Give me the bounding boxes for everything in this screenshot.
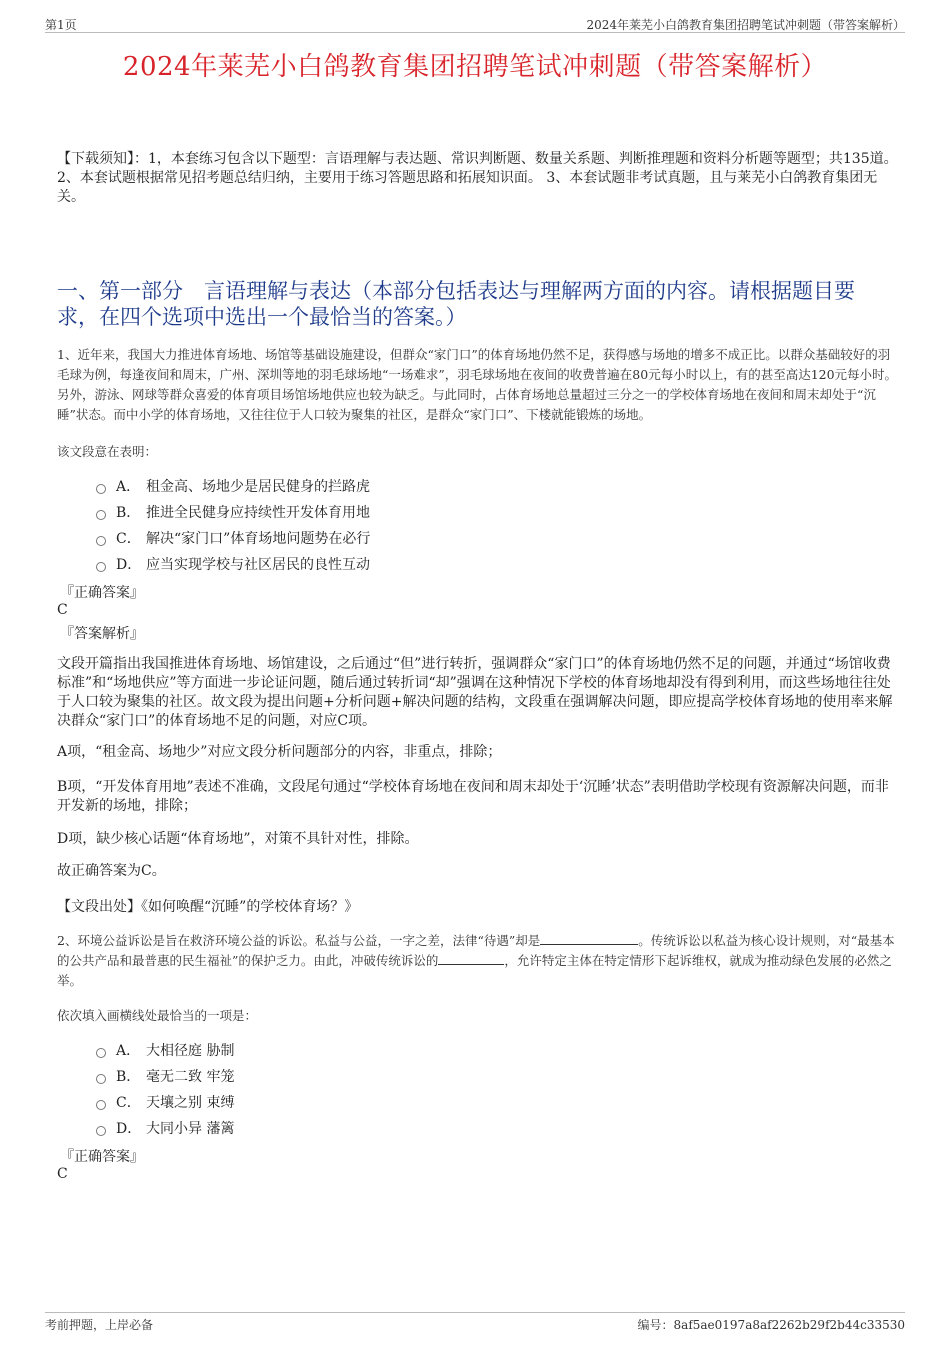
analysis-paragraph: A项，“租金高、场地少”对应文段分析问题部分的内容，非重点，排除； xyxy=(57,744,502,760)
question-2-ask: 依次填入画横线处最恰当的一项是： xyxy=(57,1008,258,1023)
question-1-options xyxy=(96,473,370,577)
page-footer xyxy=(45,1312,905,1333)
page-header xyxy=(45,14,905,33)
section-heading: 一、第一部分 言语理解与表达（本部分包括表达与理解两方面的内容。请根据题目要求，在四个选项中选出一个最恰当的答案。） xyxy=(57,279,855,329)
option-b[interactable]: B． 毫无二致 牢笼 xyxy=(96,1063,234,1089)
fill-blank xyxy=(438,954,504,965)
question-2-options xyxy=(96,1037,234,1141)
footer-slogan: 考前押题，上岸必备 xyxy=(45,1318,154,1332)
document-title: 2024年莱芜小白鸽教育集团招聘笔试冲刺题（带答案解析） xyxy=(122,52,828,82)
question-1-ask: 该文段意在表明： xyxy=(57,444,158,459)
source-citation: 【文段出处】《如何唤醒“沉睡”的学校体育场？》 xyxy=(57,899,359,915)
analysis-paragraph: D项，缺少核心话题“体育场地”，对策不具针对性，排除。 xyxy=(57,831,419,847)
download-notice: 【下载须知】：1，本套练习包含以下题型：言语理解与表达题、常识判断题、数量关系题、判断推理题和资料分析题等题型；共135道。 2、本套试题根据常见招考题总结归纳，主要用于练习答题思路和拓展知识面。 3、本套试题非考试真题，且与莱芜小白鸽教育集团无关。 xyxy=(57,151,898,205)
question-2-stem: 2、环境公益诉讼是旨在救济环境公益的诉讼。私益与公益，一字之差，法律“待遇”却是 。传统诉讼以私益为核心设计规则，对“最基本的公共产品和最普惠的民生福祉”的保护乏力。由此，冲破传统诉讼的 ，允许特定主体在特定情形下起诉维权，就成为推动绿色发展的必然之举。 xyxy=(57,933,895,988)
page-number: 第1页 xyxy=(45,18,77,32)
fill-blank xyxy=(540,934,638,945)
option-c[interactable]: C． 解决“家门口”体育场地问题势在必行 xyxy=(96,525,370,551)
radio-icon[interactable] xyxy=(96,562,106,572)
header-doc-title: 2024年莱芜小白鸽教育集团招聘笔试冲刺题（带答案解析） xyxy=(586,18,905,32)
radio-icon[interactable] xyxy=(96,536,106,546)
answer-label: 『正确答案』 xyxy=(60,585,144,601)
question-1-stem: 1、近年来，我国大力推进体育场地、场馆等基础设施建设，但群众“家门口”的体育场地仍然不足，获得感与场地的增多不成正比。以群众基础较好的羽毛球为例，每逢夜间和周末，广州、深圳等地的羽毛球场地“一场难求”，羽毛球场地在夜间的收费普遍在80元每小时以上，有的甚至高达120元每小时。另外，游泳、网球等群众喜爱的体育项目场馆场地供应也较为缺乏。与此同时，占体育场地总量超过三分之一的学校体育场地在夜间和周末却处于“沉睡”状态。而中小学的体育场地，又往往位于人口较为聚集的社区，是群众“家门口”、下楼就能锻炼的场地。 xyxy=(57,347,898,422)
option-a[interactable]: A． 大相径庭 胁制 xyxy=(96,1037,234,1063)
option-d[interactable]: D． 大同小异 藩篱 xyxy=(96,1115,234,1141)
answer-label: 『正确答案』 xyxy=(60,1149,144,1165)
radio-icon[interactable] xyxy=(96,1100,106,1110)
answer-value: C xyxy=(57,602,68,618)
option-d[interactable]: D． 应当实现学校与社区居民的良性互动 xyxy=(96,551,370,577)
radio-icon[interactable] xyxy=(96,1074,106,1084)
radio-icon[interactable] xyxy=(96,484,106,494)
footer-serial: 编号：8af5ae0197a8af2262b29f2b44c33530 xyxy=(637,1318,905,1332)
analysis-paragraph: B项，“开发体育用地”表述不准确，文段尾句通过“学校体育场地在夜间和周末却处于‘沉睡’状态”表明借助学校现有资源解决问题，而非开发新的场地，排除； xyxy=(57,779,889,814)
analysis-label: 『答案解析』 xyxy=(60,626,144,642)
radio-icon[interactable] xyxy=(96,1048,106,1058)
analysis-paragraph: 文段开篇指出我国推进体育场地、场馆建设，之后通过“但”进行转折，强调群众“家门口”的体育场地仍然不足的问题，并通过“场馆收费标准”和“场地供应”等方面进一步论证问题，随后通过转折词“却”强调在这种情况下学校的体育场地却没有得到利用，而这些场地往往处于人口较为聚集的社区。故文段为提出问题+分析问题+解决问题的结构，文段重在强调解决问题，即应提高学校体育场地的使用率来解决群众“家门口”的体育场地不足的问题，对应C项。 xyxy=(57,656,893,729)
radio-icon[interactable] xyxy=(96,1126,106,1136)
option-b[interactable]: B． 推进全民健身应持续性开发体育用地 xyxy=(96,499,370,525)
option-a[interactable]: A． 租金高、场地少是居民健身的拦路虎 xyxy=(96,473,370,499)
analysis-paragraph: 故正确答案为C。 xyxy=(57,863,166,879)
answer-value: C xyxy=(57,1166,68,1182)
option-c[interactable]: C． 天壤之别 束缚 xyxy=(96,1089,234,1115)
radio-icon[interactable] xyxy=(96,510,106,520)
